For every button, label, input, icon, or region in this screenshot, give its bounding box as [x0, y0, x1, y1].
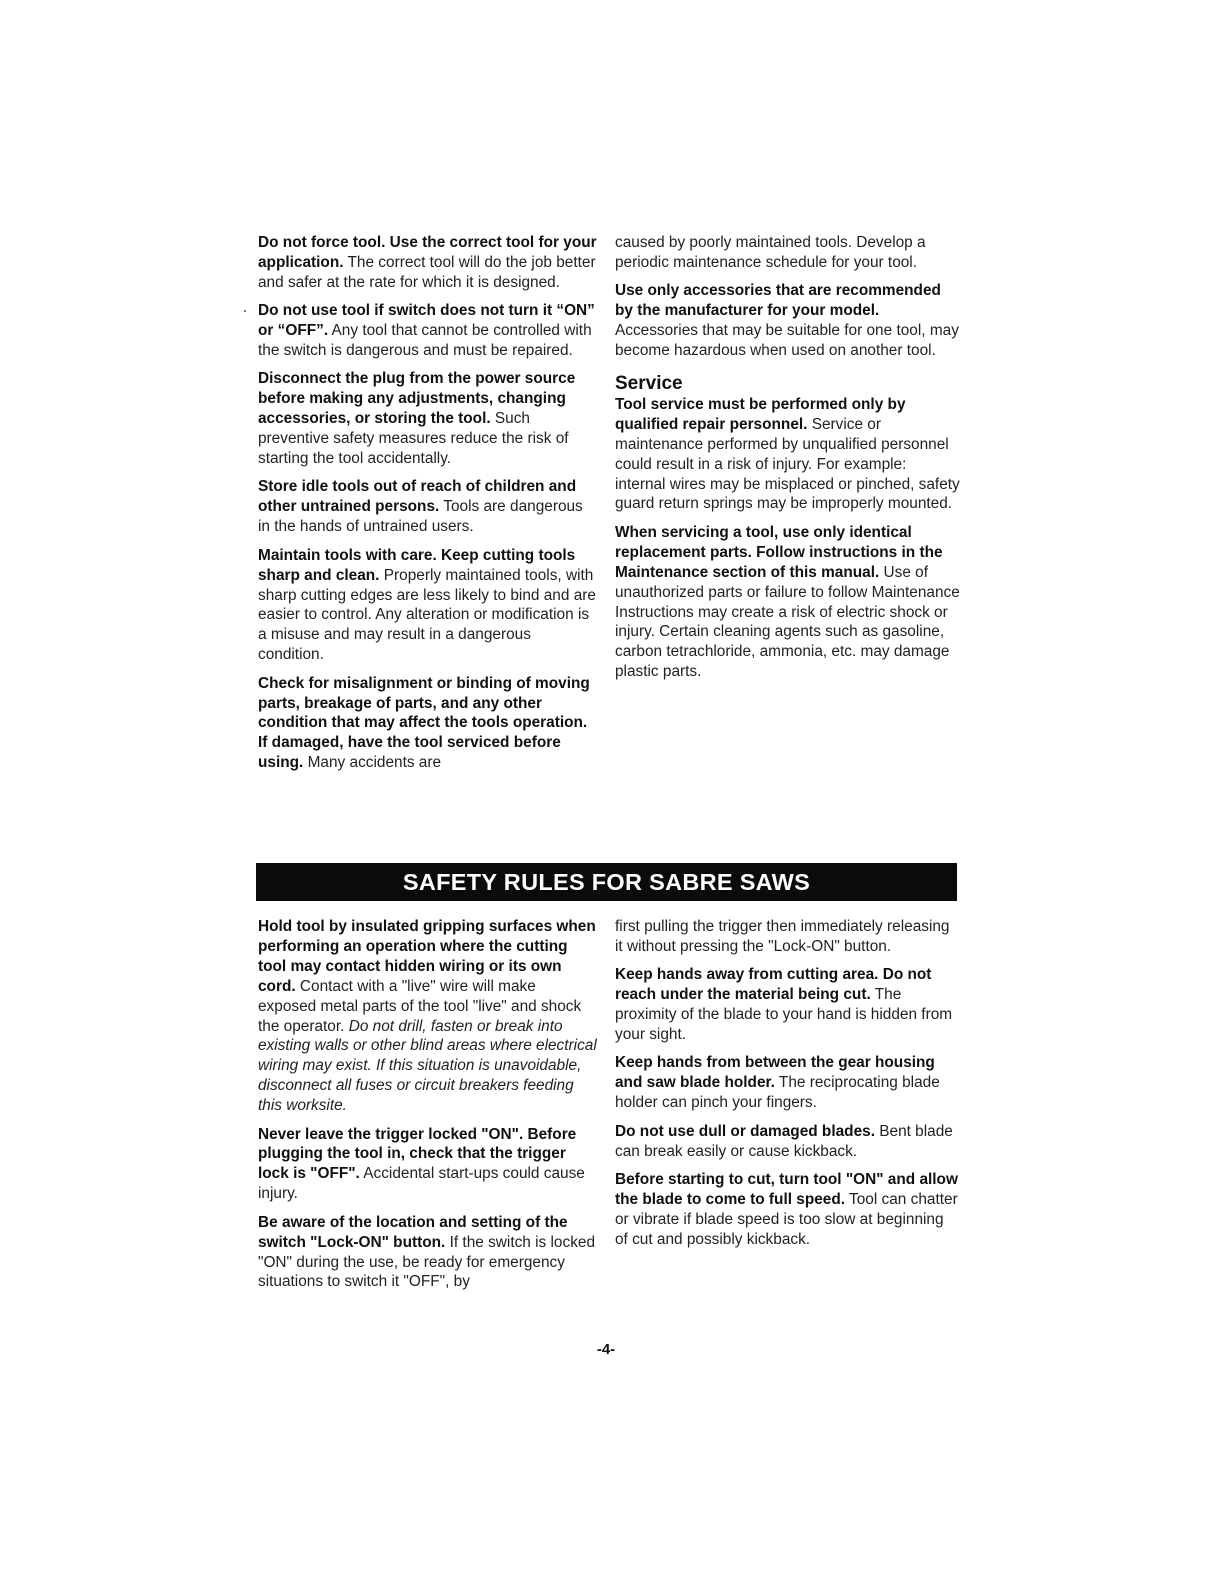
rule-force-tool: Do not force tool. Use the correct tool for your application. The correct tool will do the job better and safer at the rate for which it is designed. — [258, 234, 597, 291]
rule-identical-parts: When servicing a tool, use only identical replacement parts. Follow instructions in the Maintenance section of this manual. Use of unauthorized parts or failure to follow Maintenance Instructions may create a risk of electric shock or injury. Certain cleaning agents such as gasoline, carbon tetrachloride, ammonia, etc. may damage plastic parts. — [615, 523, 960, 681]
sabre-saw-rules-left-column — [258, 917, 598, 1301]
rule-full-speed: Before starting to cut, turn tool "ON" and allow the blade to come to full speed. Tool can chatter or vibrate if blade speed is too slow at beginning of cut and possibly kickback. — [615, 1170, 958, 1248]
rule-gear-housing: Keep hands from between the gear housing and saw blade holder. The reciprocating blade holder can pinch your fingers. — [615, 1054, 940, 1112]
rule-store-idle-tools: Store idle tools out of reach of children and other untrained persons. Tools are dangerous in the hands of untrained users. — [258, 478, 583, 536]
section-banner: SAFETY RULES FOR SABRE SAWS — [256, 863, 957, 901]
rule-accessories: Use only accessories that are recommended by the manufacturer for your model. Accessories that may be suitable for one tool, may become hazardous when used on another tool. — [615, 282, 959, 360]
rule-switch: Do not use tool if switch does not turn it “ON” or “OFF”. Any tool that cannot be controlled with the switch is dangerous and must be repaired. — [258, 302, 595, 360]
page-number: -4- — [596, 1341, 616, 1358]
general-rules-right-column — [615, 233, 960, 691]
rule-trigger-locked: Never leave the trigger locked "ON". Before plugging the tool in, check that the trigger lock is "OFF". Accidental start-ups could cause injury. — [258, 1125, 585, 1203]
sabre-saw-rules-right-column — [615, 917, 960, 1258]
continuation-text: caused by poorly maintained tools. Develop a periodic maintenance schedule for your tool. — [615, 234, 926, 271]
margin-mark — [244, 310, 246, 312]
rule-lock-on-button: Be aware of the location and setting of the switch "Lock-ON" button. If the switch is locked "ON" during the use, be ready for emergency situations to switch it "OFF", by — [258, 1213, 596, 1291]
continuation-text: first pulling the trigger then immediately releasing it without pressing the "Lock-ON" button. — [615, 918, 950, 955]
rule-hands-away: Keep hands away from cutting area. Do not reach under the material being cut. The proximity of the blade to your hand is hidden from your sight. — [615, 966, 953, 1044]
rule-disconnect-plug: Disconnect the plug from the power source before making any adjustments, changing accessories, or storing the tool. Such preventive safety measures reduce the risk of starting the tool accidentally. — [258, 370, 576, 468]
rule-check-misalignment: Check for misalignment or binding of moving parts, breakage of parts, and any other condition that may affect the tools operation. If damaged, have the tool serviced before using. Many accidents are — [258, 674, 590, 772]
rule-maintain-tools: Maintain tools with care. Keep cutting tools sharp and clean. Properly maintained tools, with sharp cutting edges are less likely to bind and are easier to control. Any alteration or modification is a misuse and may result in a dangerous condition. — [258, 546, 596, 664]
service-heading: Service — [615, 372, 683, 394]
rule-qualified-service: Tool service must be performed only by qualified repair personnel. Service or maintenance performed by unqualified personnel could result in a risk of injury. For example: internal wires may be misplaced or pinched, safety guard return springs may be improperly mounted. — [615, 395, 960, 513]
rule-insulated-surfaces: Hold tool by insulated gripping surfaces when performing an operation where the cutting tool may contact hidden wiring or its own cord. Contact with a "live" wire will make exposed metal parts of the tool "live" and shock the operator. Do not drill, fasten or break into existing walls or other blind areas where electrical wiring may exist. If this situation is unavoidable, disconnect all fuses or circuit breakers feeding this worksite. — [258, 918, 597, 1115]
rule-dull-blades: Do not use dull or damaged blades. Bent blade can break easily or cause kickback. — [615, 1122, 953, 1160]
general-rules-left-column — [258, 233, 598, 782]
